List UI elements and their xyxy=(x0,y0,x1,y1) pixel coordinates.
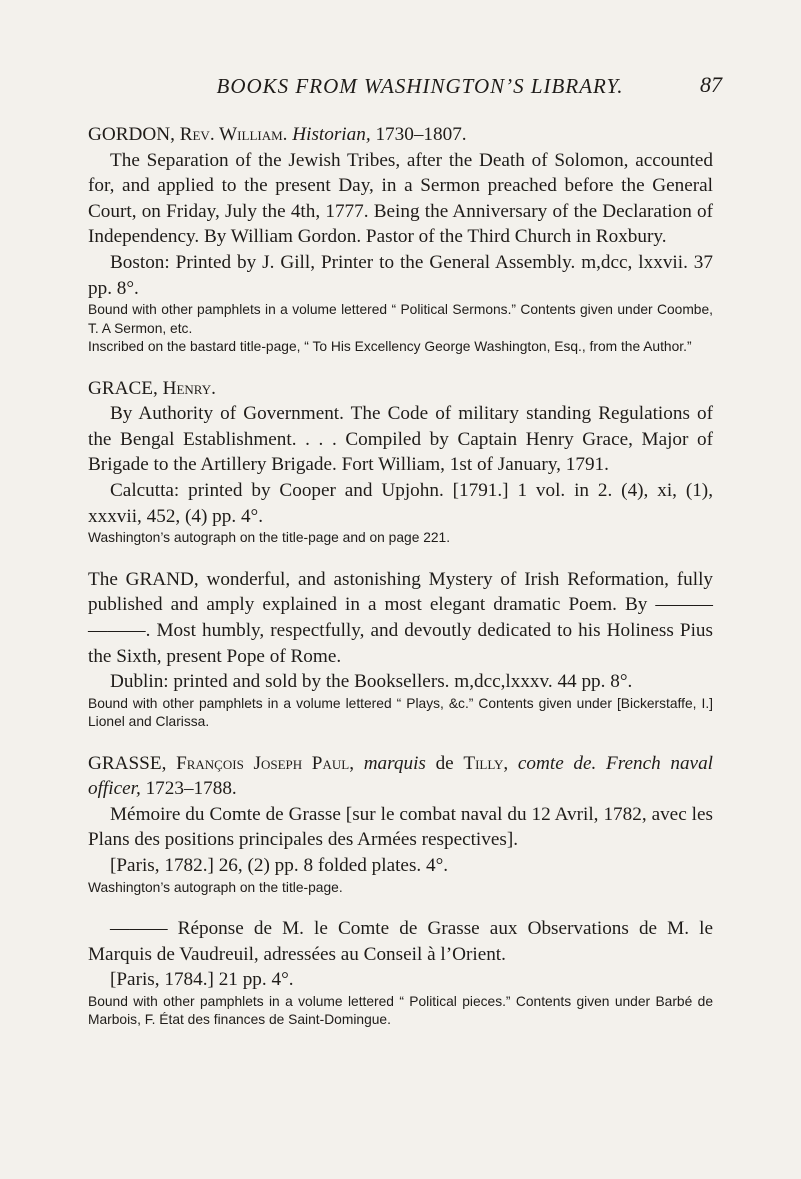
entry-imprint: [Paris, 1784.] 21 pp. 4°. xyxy=(110,969,294,991)
entry-grasse xyxy=(88,751,713,897)
page-content xyxy=(88,122,713,1049)
entry-imprint: Boston: Printed by J. Gill, Printer to the General Assembly. m,dcc, lxxvii. 37 pp. 8°. xyxy=(88,251,713,299)
entry-note: Bound with other pamphlets in a volume lettered “ Political pieces.” Contents given under Barbé de Marbois, F. État des finances de Saint-Domingue. xyxy=(88,993,713,1028)
entry-heading-title: Rev. William. xyxy=(179,124,288,145)
entry-heading-name: GRACE, xyxy=(88,377,163,399)
entry-title-text: By Authority of Government. The Code of military standing Regulations of the Bengal Establishment. . . . Compiled by Captain Henry Grace, Major of Brigade to the Artillery Brigade. Fort William, 1st of January, 1791. xyxy=(88,403,713,476)
entry-heading-role: Historian, xyxy=(292,124,371,145)
entry-heading xyxy=(88,376,713,402)
entry-heading xyxy=(88,567,713,669)
entry-gordon xyxy=(88,122,713,357)
entry-heading-dates: 1723–1788. xyxy=(140,778,237,800)
entry-heading xyxy=(88,122,713,148)
entry-note: Washington’s autograph on the title-page. xyxy=(88,879,343,895)
entry-title-text: The Separation of the Jewish Tribes, after the Death of Solomon, accounted for, and applied to the present Day, in a Sermon preached before the General Court, on Friday, July the 4th, 1777. Being the Anniversary of the Declaration of Independency. By William Gordon. Pastor of the Third Church in Roxbury. xyxy=(88,149,713,248)
entry-title-text: ——— Réponse de M. le Comte de Grasse aux Observations de M. le Marquis de Vaudreuil, adressées au Conseil à l’Orient. xyxy=(88,918,713,965)
entry-heading-name: The GRAND, xyxy=(88,568,199,590)
entry-heading-dates: 1730–1807. xyxy=(370,124,467,145)
entry-note: Inscribed on the bastard title-page, “ To His Excellency George Washington, Esq., from the Author.” xyxy=(88,339,692,355)
entry-imprint: [Paris, 1782.] 26, (2) pp. 8 folded plates. 4°. xyxy=(110,855,449,877)
entry-note: Bound with other pamphlets in a volume lettered “ Plays, &c.” Contents given under [Bickerstaffe, I.] Lionel and Clarissa. xyxy=(88,695,713,730)
entry-grand xyxy=(88,567,713,732)
entry-heading-particle: de xyxy=(425,752,464,774)
entry-heading-name: GORDON, xyxy=(88,124,180,145)
entry-note: Bound with other pamphlets in a volume lettered “ Political Sermons.” Contents given under Coombe, T. A Sermon, etc. xyxy=(88,302,713,336)
entry-note: Washington’s autograph on the title-page and on page 221. xyxy=(88,530,451,546)
entry-heading xyxy=(88,751,713,802)
running-head: BOOKS FROM WASHINGTON’S LIBRARY. xyxy=(216,74,624,98)
entry-title-text: Mémoire du Comte de Grasse [sur le combat naval du 12 Avril, 1782, avec les Plans des positions principales des Armées respectives]. xyxy=(88,803,713,851)
entry-heading-title: Henry. xyxy=(162,377,216,399)
entry-grace xyxy=(88,376,713,548)
entry-heading-tilly: Tilly, xyxy=(463,752,509,774)
entry-imprint: Calcutta: printed by Cooper and Upjohn. [1791.] 1 vol. in 2. (4), xi, (1), xxxvii, 452, (4) pp. 4°. xyxy=(88,480,713,527)
entry-title-text: wonderful, and astonishing Mystery of Irish Reformation, fully published and amply explained in a most elegant dramatic Poem. By ——— ———. Most humbly, respectfully, and devoutly dedicated to his Holiness Pius the Sixth, present Pope of Rome. xyxy=(88,568,714,667)
entry-heading-role: marquis xyxy=(363,752,426,774)
page-number: 87 xyxy=(700,72,722,97)
entry-imprint: Dublin: printed and sold by the Booksellers. m,dcc,lxxxv. 44 pp. 8°. xyxy=(110,671,633,693)
entry-heading-title: François Joseph Paul, xyxy=(176,752,354,774)
entry-heading-description: comte de. French naval officer, xyxy=(88,752,713,800)
entry-grasse-reponse xyxy=(88,916,713,1030)
entry-heading-name: GRASSE, xyxy=(88,752,177,774)
